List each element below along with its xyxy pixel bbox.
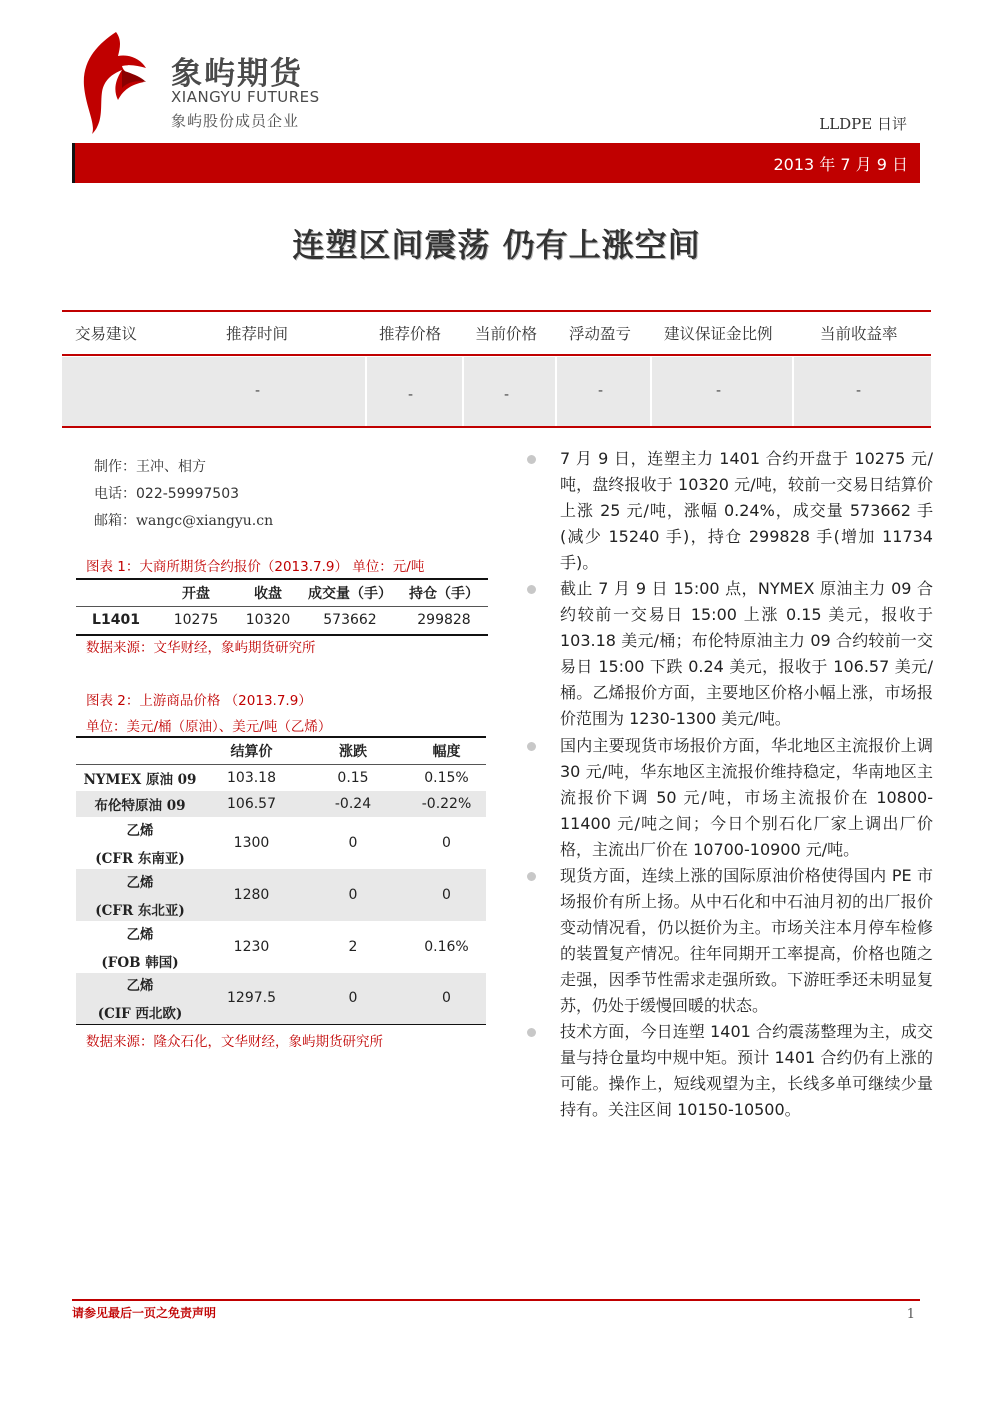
table-row <box>76 765 486 791</box>
commodity-name: 乙烯 (CIF 西北欧) <box>97 978 183 1023</box>
table-bottom-rule <box>62 426 931 428</box>
pct-cell: 0 <box>442 990 451 1007</box>
table-row <box>76 921 486 973</box>
settle-cell: 1297.5 <box>227 990 276 1007</box>
table-header-rule <box>62 354 931 356</box>
bullet-icon <box>527 1028 536 1037</box>
settle-cell: 1280 <box>233 886 270 903</box>
page-number: 1 <box>906 1307 915 1322</box>
change-cell: 0.15 <box>337 769 369 786</box>
pct-cell: 0 <box>442 886 451 903</box>
pct-cell: 0.16% <box>424 938 469 955</box>
table-row <box>76 791 486 817</box>
phone-line <box>94 483 239 503</box>
logo-chinese-name: 象屿期货 <box>171 56 303 92</box>
rec-value-current-price: - <box>504 387 510 403</box>
col-header-volume: 成交量（手） <box>308 586 392 602</box>
table1-caption: 图表 1：大商所期货合约报价（2013.7.9） 单位：元/吨 <box>86 559 425 575</box>
change-cell: 0 <box>348 834 358 851</box>
table-header-row <box>76 737 486 765</box>
table-row <box>76 973 486 1025</box>
company-logo <box>78 30 328 140</box>
phone-label: 电话： <box>94 486 136 502</box>
logo-flame-icon <box>78 30 148 135</box>
col-header-pct: 幅度 <box>432 744 461 760</box>
change-cell: 2 <box>348 938 358 955</box>
commodity-name: 乙烯 (FOB 韩国) <box>101 926 179 971</box>
change-cell: -0.24 <box>334 795 372 812</box>
contract-cell: L1401 <box>92 612 140 629</box>
table-header-row <box>76 579 488 607</box>
bullet-icon <box>527 455 536 464</box>
rec-header-margin-ratio: 建议保证金比例 <box>664 325 773 343</box>
col-header-close: 收盘 <box>254 586 282 602</box>
date-bar <box>72 143 920 183</box>
commodity-name: 乙烯 (CFR 东北亚) <box>95 874 185 919</box>
commodity-name: 乙烯 (CFR 东南亚) <box>95 822 185 867</box>
rec-value-price: - <box>408 387 414 403</box>
table2-caption: 图表 2：上游商品价格 （2013.7.9） <box>86 693 312 709</box>
open-interest-cell: 299828 <box>417 612 471 629</box>
pct-cell: -0.22% <box>421 795 472 812</box>
author-line: 制作：王冲、相方 <box>94 459 206 475</box>
rec-header-floating-pl: 浮动盈亏 <box>569 325 632 343</box>
phone-number: 022-59997503 <box>136 486 240 502</box>
table-top-rule <box>62 310 931 312</box>
upstream-price-table <box>76 736 486 1025</box>
table2-unit: 单位：美元/桶（原油）、美元/吨（乙烯） <box>86 719 332 735</box>
bullet-icon <box>527 742 536 751</box>
bullet-icon <box>527 585 536 594</box>
table2-source: 数据来源：隆众石化，文华财经，象屿期货研究所 <box>86 1034 383 1050</box>
email-line <box>94 510 273 530</box>
rec-header-time: 推荐时间 <box>226 325 289 343</box>
report-type: LLDPE 日评 <box>819 115 907 133</box>
col-header-open-interest: 持仓（手） <box>409 586 479 602</box>
col-header-settle: 结算价 <box>230 744 273 760</box>
logo-english-name: XIANGYU FUTURES <box>171 88 320 106</box>
col-header-blank <box>76 579 156 607</box>
logo-subtitle: 象屿股份成员企业 <box>171 112 300 130</box>
paragraph-spot-outlook: 现货方面，连续上涨的国际原油价格使得国内 PE 市场报价有所上扬。从中石化和中石油月初的出厂报价变动情况看，仍以挺价为主。市场关注本月停车检修的装置复产情况。往年同期开工率提高，价格也随之走强，因季节性需求走强所致。下游旺季还未明显复苏，仍处于缓慢回暖的状态。 <box>560 866 933 1015</box>
bullet-icon <box>527 872 536 881</box>
commodity-name: 布伦特原油 09 <box>94 797 186 814</box>
pct-cell: 0.15% <box>424 769 469 786</box>
change-cell: 0 <box>348 886 358 903</box>
settle-cell: 1300 <box>233 834 270 851</box>
rec-header-price: 推荐价格 <box>379 325 442 343</box>
close-cell: 10320 <box>245 612 291 629</box>
report-date: 2013 年 7 月 9 日 <box>773 155 908 174</box>
change-cell: 0 <box>348 990 358 1007</box>
futures-quote-table <box>76 578 488 636</box>
rec-header-return: 当前收益率 <box>820 325 898 343</box>
paragraph-spot-market: 国内主要现货市场报价方面，华北地区主流报价上调 30 元/吨，华东地区主流报价维持稳定，华南地区主流报价下调 50 元/吨，市场主流报价在 10800-11400 元/吨之间；今日个别石化厂家上调出厂价格，主流出厂价在 10700-10900 元/吨。 <box>560 736 933 859</box>
open-cell: 10275 <box>173 612 219 629</box>
paragraph-market-summary: 7 月 9 日，连塑主力 1401 合约开盘于 10275 元/吨，盘终报收于 10320 元/吨，较前一交易日结算价上涨 25 元/吨，涨幅 0.24%，成交量 573662 手(减少 15240 手)，持仓 299828 手(增加 11734 手)。 <box>560 449 933 572</box>
col-header-open: 开盘 <box>182 586 210 602</box>
volume-cell: 573662 <box>323 612 377 629</box>
table1-source: 数据来源：文华财经，象屿期货研究所 <box>86 640 316 656</box>
table-row <box>76 817 486 869</box>
disclaimer-link[interactable]: 请参见最后一页之免责声明 <box>72 1306 217 1320</box>
paragraph-crude-oil: 截止 7 月 9 日 15:00 点，NYMEX 原油主力 09 合约较前一交易日 15:00 上涨 0.15 美元，报收于 103.18 美元/桶；布伦特原油主力 09 合约较前一交易日 15:00 下跌 0.24 美元，报收于 106.57 美元/桶。乙烯报价方面，主要地区价格小幅上涨，市场报价范围为 1230-1300 美元/吨。 <box>560 579 933 728</box>
settle-cell: 103.18 <box>227 769 276 786</box>
rec-header-current-price: 当前价格 <box>475 325 538 343</box>
commodity-name: NYMEX 原油 09 <box>83 771 197 788</box>
email-label: 邮箱： <box>94 513 136 529</box>
email-address[interactable]: wangc@xiangyu.cn <box>136 513 274 529</box>
footer-rule <box>72 1299 920 1301</box>
pct-cell: 0 <box>442 834 451 851</box>
rec-body-row <box>62 357 931 426</box>
rec-value-floating-pl: - <box>598 383 604 399</box>
settle-cell: 1230 <box>233 938 270 955</box>
settle-cell: 106.57 <box>227 795 276 812</box>
rec-value-time: - <box>255 383 261 399</box>
recommendation-table <box>62 310 931 428</box>
col-header-blank <box>76 737 204 765</box>
table-row <box>76 869 486 921</box>
rec-value-return: - <box>856 383 862 399</box>
report-title: 连塑区间震荡 仍有上涨空间 <box>292 226 701 264</box>
paragraph-technical: 技术方面，今日连塑 1401 合约震荡整理为主，成交量与持仓量均中规中矩。预计 1401 合约仍有上涨的可能。操作上，短线观望为主，长线多单可继续少量持有。关注区间 10150-10500。 <box>560 1022 933 1119</box>
rec-header-advice: 交易建议 <box>75 325 138 343</box>
col-header-change: 涨跌 <box>339 744 367 760</box>
table-row <box>76 607 488 635</box>
rec-value-margin: - <box>716 383 722 399</box>
